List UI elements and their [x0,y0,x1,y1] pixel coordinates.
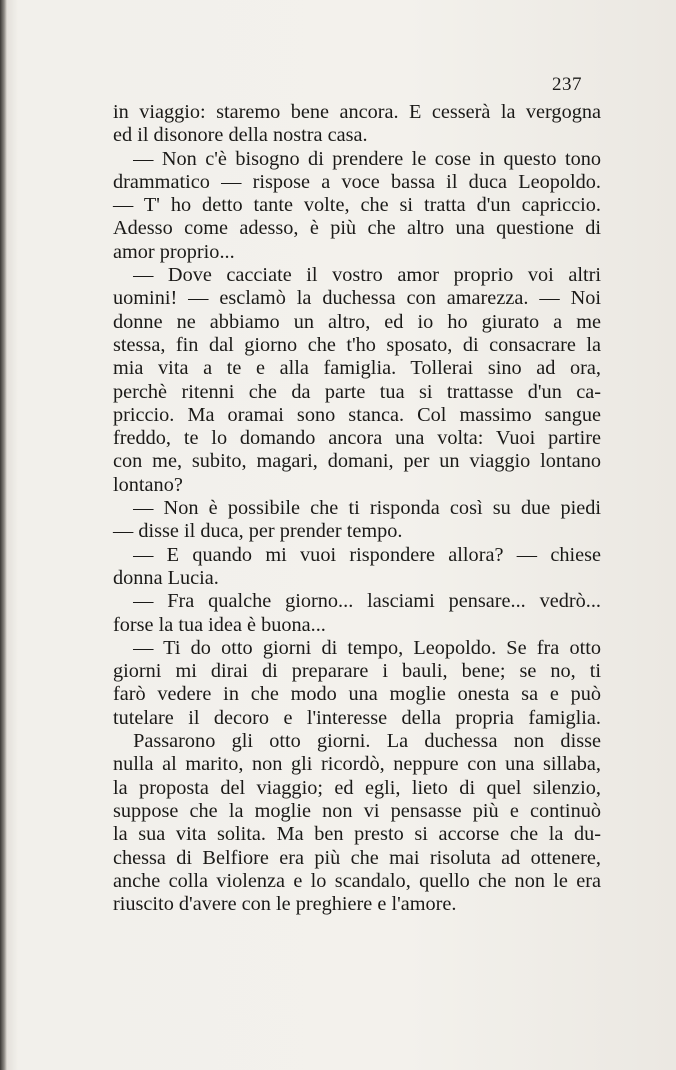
text-line: drammatico — rispose a voce bassa il duca Leopoldo. [113,170,601,193]
text-line: giorni mi dirai di preparare i bauli, bene; se no, ti [113,660,601,683]
text-line: — T' ho detto tante volte, che si tratta d'un capriccio. [113,194,601,217]
text-line: suppose che la moglie non vi pensasse più e continuò [113,799,601,822]
text-line: stessa, fin dal giorno che t'ho sposato, di consacrare la [113,333,601,356]
text-line: — disse il duca, per prender tempo. [113,520,403,543]
text-line: Passarono gli otto giorni. La duchessa non disse [133,730,601,753]
text-line: farò vedere in che modo una moglie onesta sa e può [113,683,601,706]
text-line: chessa di Belfiore era più che mai risoluta ad ottenere, [113,846,601,869]
text-line: — Fra qualche giorno... lasciami pensare... vedrò... [133,590,601,613]
text-line: riuscito d'avere con le preghiere e l'amore. [113,893,457,916]
text-line: lontano? [113,473,183,496]
text-line: donne ne abbiamo un altro, ed io ho giurato a me [113,310,601,333]
page-number: 237 [552,74,582,95]
text-line: forse la tua idea è buona... [113,613,326,636]
text-line: priccio. Ma oramai sono stanca. Col massimo sangue [113,403,601,426]
text-line: anche colla violenza e lo scandalo, quello che non le era [113,869,601,892]
text-line: nulla al marito, non gli ricordò, neppure con una sillaba, [113,753,601,776]
text-line: uomini! — esclamò la duchessa con amarezza. — Noi [113,287,601,310]
text-line: donna Lucia. [113,566,219,589]
page-spine-shadow [0,0,7,1070]
text-line: ed il disonore della nostra casa. [113,124,368,147]
text-line: tutelare il decoro e l'interesse della propria famiglia. [113,706,601,729]
text-line: la sua vita solita. Ma ben presto si accorse che la du- [113,823,601,846]
text-line: mia vita a te e alla famiglia. Tollerai sino ad ora, [113,357,601,380]
text-line: — E quando mi vuoi rispondere allora? — chiese [133,543,601,566]
text-line: perchè ritenni che da parte tua si trattasse d'un ca- [113,380,601,403]
page-text [113,101,601,916]
text-line: — Non c'è bisogno di prendere le cose in questo tono [133,147,601,170]
text-line: — Non è possibile che ti risponda così su due piedi [133,497,601,520]
text-line: freddo, te lo domando ancora una volta: Vuoi partire [113,427,601,450]
text-line: — Ti do otto giorni di tempo, Leopoldo. Se fra otto [133,636,601,659]
text-line: amor proprio... [113,240,235,263]
text-line: con me, subito, magari, domani, per un viaggio lontano [113,450,601,473]
text-line: la proposta del viaggio; ed egli, lieto di quel silenzio, [113,776,601,799]
text-line: in viaggio: staremo bene ancora. E cesserà la vergogna [113,101,601,123]
text-line: Adesso come adesso, è più che altro una questione di [113,217,601,240]
text-line: — Dove cacciate il vostro amor proprio voi altri [133,264,601,287]
